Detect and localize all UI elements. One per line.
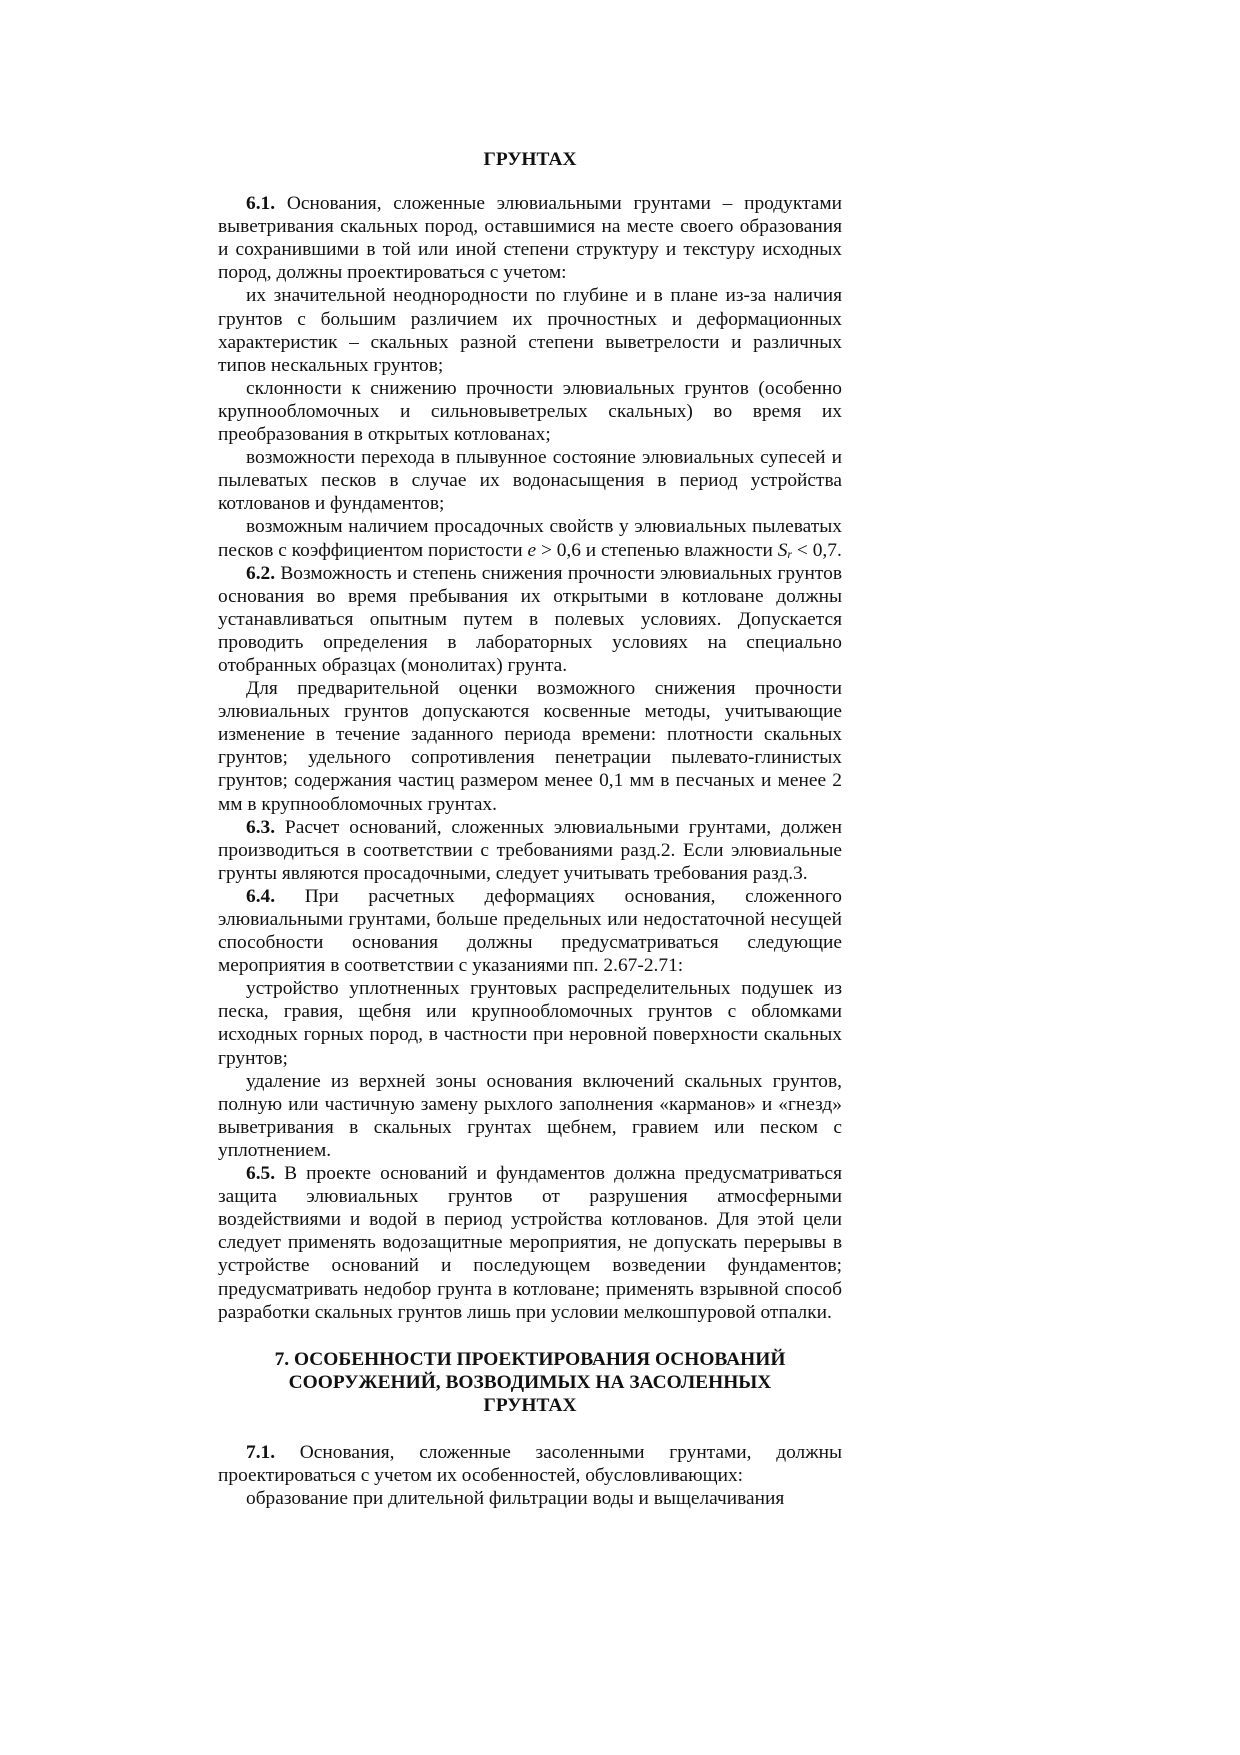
paragraph-text: устройство уплотненных грунтовых распределительных подушек из песка, гравия, щебня или крупнообломочных грунтов с обломками исходных горных пород, в частности при неровной поверхности скальных грунтов; bbox=[218, 978, 842, 1069]
clause-number: 6.1. bbox=[246, 193, 276, 215]
paragraph-text: их значительной неоднородности по глубине и в плане из-за наличия грунтов с большим различием их прочностных и деформационных характеристик – скальных разной степени выветрелости и различных типов нескальных грунтов; bbox=[218, 285, 842, 376]
paragraph-text: Расчет оснований, сложенных элювиальными грунтами, должен производиться в соответствии с требованиями разд.2. Если элювиальные грунты являются просадочными, следует учитывать требования разд.3. bbox=[218, 816, 842, 884]
paragraph-6-4 bbox=[218, 885, 842, 977]
paragraph-cushions bbox=[218, 977, 842, 1069]
paragraph-6-5 bbox=[218, 1162, 842, 1324]
clause-number: 6.2. bbox=[246, 562, 276, 584]
paragraph-preliminary-assessment bbox=[218, 677, 842, 816]
paragraph-heterogeneity bbox=[218, 284, 842, 376]
symbol-s-subscript: r bbox=[787, 546, 793, 561]
paragraph-text: Возможность и степень снижения прочности элювиальных грунтов основания во время пребывания их открытыми в котловане должны устанавливаться опытным путем в полевых условиях. Допускается проводить определения в лабораторных условиях на специально отобранных образцах (монолитах) грунта. bbox=[218, 562, 842, 676]
section-7-heading-line: 7. ОСОБЕННОСТИ ПРОЕКТИРОВАНИЯ ОСНОВАНИЙ bbox=[274, 1348, 786, 1370]
paragraph-text-1: возможным наличием просадочных свойств у элювиальных пылеватых песков с коэффициентом пористости bbox=[218, 516, 842, 561]
paragraph-7-1 bbox=[218, 1441, 842, 1487]
paragraph-6-3 bbox=[218, 816, 842, 885]
section-7-heading-line: СООРУЖЕНИЙ, ВОЗВОДИМЫХ НА ЗАСОЛЕННЫХ bbox=[288, 1371, 772, 1393]
clause-number: 6.5. bbox=[246, 1163, 276, 1185]
paragraph-text: склонности к снижению прочности элювиальных грунтов (особенно крупнообломочных и сильновыветрелых скальных) во время их преобразования в открытых котлованах; bbox=[218, 377, 842, 446]
paragraph-text: Основания, сложенные засоленными грунтами, должны проектироваться с учетом их особенностей, обусловливающих: bbox=[218, 1441, 842, 1487]
section-7-heading bbox=[218, 1348, 842, 1417]
symbol-e: e bbox=[527, 539, 537, 561]
paragraph-strength-loss bbox=[218, 377, 842, 446]
paragraph-leaching bbox=[218, 1487, 842, 1510]
paragraph-text-3: < 0,7. bbox=[792, 539, 842, 561]
document-page bbox=[218, 148, 842, 1510]
paragraph-text: образование при длительной фильтрации воды и выщелачивания bbox=[246, 1488, 785, 1510]
section-7-heading-line: ГРУНТАХ bbox=[483, 1394, 577, 1416]
clause-number: 7.1. bbox=[246, 1441, 276, 1463]
page-top-heading: ГРУНТАХ bbox=[483, 149, 577, 170]
paragraph-text-2: > 0,6 и степенью влажности bbox=[536, 539, 778, 561]
clause-number: 6.4. bbox=[246, 885, 276, 907]
paragraph-text: возможности перехода в плывунное состояние элювиальных супесей и пылеватых песков в случае их водонасыщения в период устройства котлованов и фундаментов; bbox=[218, 447, 842, 515]
paragraph-subsidence bbox=[218, 515, 842, 561]
paragraph-text: удаление из верхней зоны основания включений скальных грунтов, полную или частичную замену рыхлого заполнения «карманов» и «гнезд» выветривания в скальных грунтах щебнем, гравием или песком с уплотнением. bbox=[218, 1070, 842, 1161]
paragraph-6-2 bbox=[218, 562, 842, 677]
clause-number: 6.3. bbox=[246, 816, 276, 838]
paragraph-6-1 bbox=[218, 192, 842, 284]
paragraph-quicksand bbox=[218, 446, 842, 515]
paragraph-text: Для предварительной оценки возможного снижения прочности элювиальных грунтов допускаются косвенные методы, учитывающие изменение в течение заданного периода времени: плотности скальных грунтов; удельного сопротивления пенетрации пылевато-глинистых грунтов; содержания частиц размером менее 0,1 мм в песчаных и менее 2 мм в крупнообломочных грунтах. bbox=[218, 678, 842, 815]
paragraph-text: В проекте оснований и фундаментов должна предусматриваться защита элювиальных грунтов от разрушения атмосферными воздействиями и водой в период устройства котлованов. Для этой цели следует применять водозащитные мероприятия, не допускать перерывы в устройстве оснований и последующем возведении фундаментов; предусматривать недобор грунта в котловане; применять взрывной способ разработки скальных грунтов лишь при условии мелкошпуровой отпалки. bbox=[218, 1163, 842, 1323]
paragraph-text: При расчетных деформациях основания, сложенного элювиальными грунтами, больше предельных или недостаточной несущей способности основания должны предусматриваться следующие мероприятия в соответствии с указаниями пп. 2.67-2.71: bbox=[218, 885, 842, 977]
paragraph-text: Основания, сложенные элювиальными грунтами – продуктами выветривания скальных пород, оставшимися на месте своего образования и сохранившими в той или иной степени структуру и текстуру исходных пород, должны проектироваться с учетом: bbox=[218, 193, 842, 284]
paragraph-removal bbox=[218, 1070, 842, 1162]
symbol-s: S bbox=[777, 539, 788, 561]
